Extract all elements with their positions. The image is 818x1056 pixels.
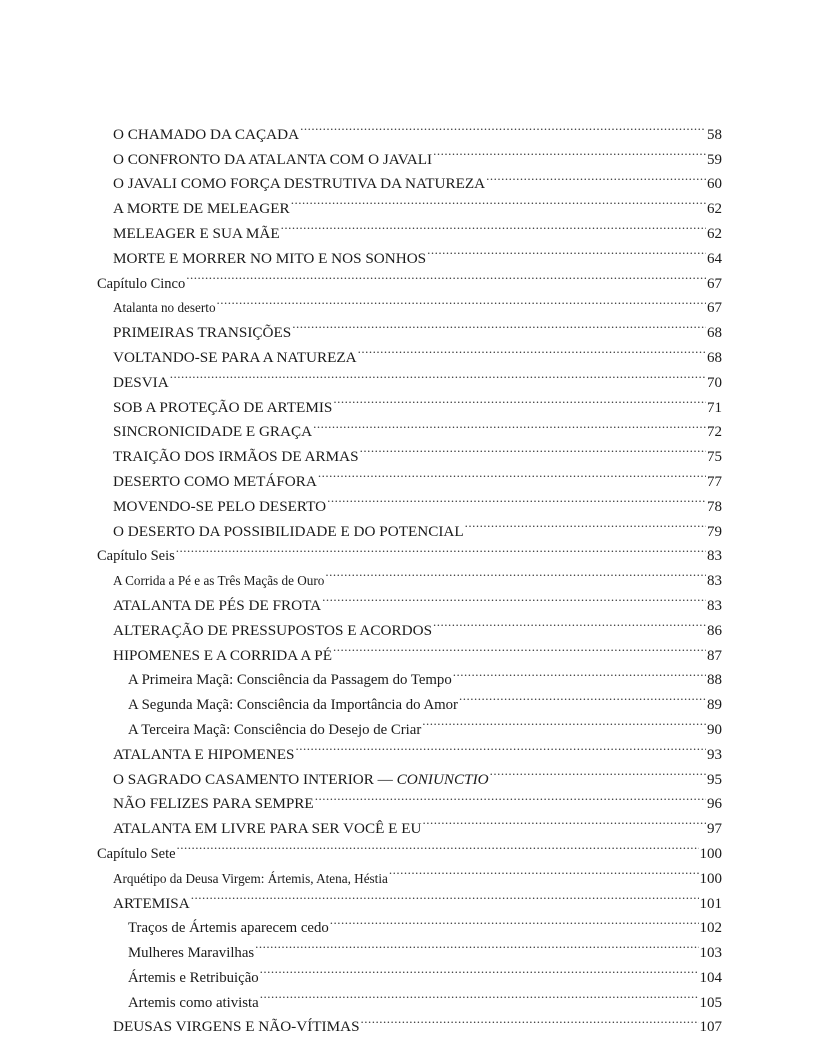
toc-entry-page-number: 103 — [699, 945, 722, 962]
toc-entry-title: VOLTANDO-SE PARA A NATUREZA — [113, 346, 357, 371]
toc-entry-title: ATALANTA EM LIVRE PARA SER VOCÊ E EU — [113, 817, 422, 842]
toc-entry-title: MORTE E MORRER NO MITO E NOS SONHOS — [113, 247, 426, 272]
toc-entry[interactable] — [0, 759, 722, 788]
dot-leader — [433, 610, 706, 635]
toc-entry-page-number: 104 — [699, 969, 722, 986]
toc-entry-page-number: 102 — [699, 920, 722, 937]
toc-entry-title: DESERTO COMO METÁFORA — [113, 470, 317, 495]
toc-entry-page-number: 83 — [707, 548, 722, 565]
toc-entry-page-number: 67 — [707, 275, 722, 292]
toc-entry[interactable] — [0, 610, 722, 639]
toc-entry-title: Artemis como ativista — [128, 991, 259, 1016]
toc-entry-page-number: 75 — [707, 449, 722, 466]
toc-entry[interactable] — [0, 164, 722, 193]
toc-entry-title: Atalanta no deserto — [113, 296, 216, 321]
toc-entry-page-number: 67 — [707, 300, 722, 317]
toc-entry-title: O CONFRONTO DA ATALANTA COM O JAVALI — [113, 148, 432, 173]
toc-entry[interactable] — [0, 585, 722, 614]
toc-entry[interactable] — [0, 387, 722, 416]
toc-entry[interactable] — [0, 784, 722, 813]
toc-entry-page-number: 72 — [707, 424, 722, 441]
dot-leader — [358, 337, 706, 362]
toc-entry[interactable] — [0, 883, 722, 912]
toc-entry-title: ATALANTA E HIPOMENES — [113, 743, 295, 768]
toc-entry-page-number: 105 — [699, 994, 722, 1011]
toc-entry-page-number: 86 — [707, 622, 722, 639]
toc-entry[interactable] — [0, 139, 722, 168]
dot-leader — [333, 387, 706, 412]
dot-leader — [318, 461, 706, 486]
toc-entry-page-number: 60 — [707, 176, 722, 193]
dot-leader — [177, 833, 699, 858]
toc-entry-page-number: 70 — [707, 374, 722, 391]
toc-entry[interactable] — [0, 461, 722, 490]
toc-entry-page-number: 95 — [707, 771, 722, 788]
dot-leader — [255, 932, 698, 957]
toc-entry[interactable] — [0, 263, 722, 292]
toc-entry[interactable] — [0, 188, 722, 218]
toc-entry-title: O SAGRADO CASAMENTO INTERIOR — CONIUNCTIO — [113, 768, 489, 793]
toc-entry-title: HIPOMENES E A CORRIDA A PÉ — [113, 644, 332, 669]
toc-entry[interactable] — [0, 982, 722, 1011]
toc-entry[interactable] — [0, 957, 722, 986]
toc-entry-title: O JAVALI COMO FORÇA DESTRUTIVA DA NATUREZA — [113, 172, 485, 197]
dot-leader — [330, 908, 699, 933]
dot-leader — [300, 114, 706, 139]
toc-entry-title: ATALANTA DE PÉS DE FROTA — [113, 594, 321, 619]
dot-leader — [422, 709, 706, 734]
toc-entry-title: ALTERAÇÃO DE PRESSUPOSTOS E ACORDOS — [113, 619, 432, 644]
dot-leader — [217, 288, 706, 313]
toc-entry-title: A Terceira Maçã: Consciência do Desejo de Criar — [128, 718, 421, 743]
toc-entry-page-number: 68 — [707, 349, 722, 366]
dot-leader — [325, 560, 706, 585]
toc-entry[interactable] — [0, 486, 722, 515]
toc-entry[interactable] — [0, 412, 722, 441]
toc-entry-title: PRIMEIRAS TRANSIÇÕES — [113, 321, 291, 346]
toc-entry-page-number: 100 — [699, 845, 722, 862]
toc-entry[interactable] — [0, 932, 722, 962]
toc-entry-title: NÃO FELIZES PARA SEMPRE — [113, 792, 314, 817]
toc-entry-page-number: 62 — [707, 201, 722, 218]
toc-entry-page-number: 78 — [707, 498, 722, 515]
toc-entry-page-number: 93 — [707, 746, 722, 763]
dot-leader — [191, 883, 699, 908]
toc-entry-page-number: 83 — [707, 597, 722, 614]
toc-entry[interactable] — [0, 536, 722, 565]
toc-entry[interactable] — [0, 684, 722, 714]
table-of-contents — [0, 114, 818, 1036]
toc-entry-title: TRAIÇÃO DOS IRMÃOS DE ARMAS — [113, 445, 359, 470]
dot-leader — [459, 684, 706, 709]
dot-leader — [360, 436, 706, 461]
toc-entry[interactable] — [0, 833, 722, 862]
toc-entry-page-number: 59 — [707, 151, 722, 168]
toc-entry-title: A Segunda Maçã: Consciência da Importância do Amor — [128, 693, 458, 718]
toc-entry-title: O DESERTO DA POSSIBILIDADE E DO POTENCIAL — [113, 520, 464, 545]
toc-entry-page-number: 97 — [707, 821, 722, 838]
toc-entry-page-number: 96 — [707, 796, 722, 813]
dot-leader — [260, 982, 699, 1007]
toc-entry-title: Capítulo Seis — [97, 544, 175, 569]
toc-entry-page-number: 58 — [707, 126, 722, 143]
dot-leader — [465, 511, 706, 536]
toc-entry-title: A Primeira Maçã: Consciência da Passagem do Tempo — [128, 668, 452, 693]
toc-entry-title: Ártemis e Retribuição — [128, 966, 259, 991]
toc-entry-title: ARTEMISA — [113, 892, 190, 917]
toc-entry-page-number: 100 — [699, 870, 722, 887]
toc-entry-title: SOB A PROTEÇÃO DE ARTEMIS — [113, 396, 332, 421]
dot-leader — [486, 164, 706, 189]
toc-entry-title: Capítulo Sete — [97, 842, 176, 867]
dot-leader — [281, 213, 706, 238]
toc-entry-title: SINCRONICIDADE E GRAÇA — [113, 420, 312, 445]
toc-entry-page-number: 68 — [707, 325, 722, 342]
toc-entry-page-number: 77 — [707, 473, 722, 490]
toc-entry[interactable] — [0, 660, 722, 689]
toc-entry-title: A MORTE DE MELEAGER — [113, 197, 290, 222]
toc-entry[interactable] — [0, 288, 722, 317]
dot-leader — [260, 957, 699, 982]
toc-entry-title: Capítulo Cinco — [97, 272, 185, 297]
dot-leader — [427, 238, 706, 263]
dot-leader — [423, 808, 706, 833]
toc-entry-page-number: 71 — [707, 399, 722, 416]
toc-entry-page-number: 89 — [707, 697, 722, 714]
toc-entry[interactable] — [0, 312, 722, 342]
dot-leader — [291, 188, 706, 213]
toc-entry-page-number: 90 — [707, 721, 722, 738]
toc-entry[interactable] — [0, 709, 722, 738]
toc-entry-page-number: 83 — [707, 573, 722, 590]
toc-entry-page-number: 107 — [699, 1019, 722, 1036]
toc-entry-title: Arquétipo da Deusa Virgem: Ártemis, Atena, Héstia — [113, 867, 388, 892]
dot-leader — [315, 784, 706, 809]
dot-leader — [296, 734, 707, 759]
toc-entry-title: MELEAGER E SUA MÃE — [113, 222, 280, 247]
toc-entry[interactable] — [0, 908, 722, 937]
dot-leader — [490, 759, 706, 784]
toc-entry-title: Mulheres Maravilhas — [128, 941, 254, 966]
dot-leader — [170, 362, 706, 387]
dot-leader — [186, 263, 706, 288]
toc-entry[interactable] — [0, 337, 722, 366]
toc-entry[interactable] — [0, 560, 722, 590]
toc-entry-page-number: 88 — [707, 672, 722, 689]
toc-entry-page-number: 101 — [699, 895, 722, 912]
dot-leader — [361, 1007, 699, 1032]
dot-leader — [292, 312, 706, 337]
toc-entry-title: O CHAMADO DA CAÇADA — [113, 123, 299, 148]
toc-entry[interactable] — [0, 858, 722, 887]
dot-leader — [433, 139, 706, 164]
toc-entry[interactable] — [0, 635, 722, 664]
toc-entry[interactable] — [0, 808, 722, 838]
dot-leader — [176, 536, 706, 561]
toc-entry[interactable] — [0, 511, 722, 540]
toc-entry-title: Traços de Ártemis aparecem cedo — [128, 916, 329, 941]
toc-entry-page-number: 62 — [707, 225, 722, 242]
dot-leader — [453, 660, 706, 685]
toc-entry[interactable] — [0, 238, 722, 267]
dot-leader — [333, 635, 706, 660]
toc-entry-page-number: 87 — [707, 647, 722, 664]
toc-entry-page-number: 64 — [707, 250, 722, 267]
toc-entry[interactable] — [0, 436, 722, 466]
toc-entry-title: A Corrida a Pé e as Três Maçãs de Ouro — [113, 569, 324, 594]
toc-entry-page-number: 79 — [707, 523, 722, 540]
dot-leader — [327, 486, 706, 511]
toc-entry[interactable] — [0, 114, 722, 143]
toc-entry-title: DEUSAS VIRGENS E NÃO-VÍTIMAS — [113, 1015, 360, 1040]
toc-entry[interactable] — [0, 734, 722, 763]
toc-entry[interactable] — [0, 1007, 722, 1036]
dot-leader — [322, 585, 706, 610]
toc-entry-title: MOVENDO-SE PELO DESERTO — [113, 495, 326, 520]
toc-entry[interactable] — [0, 213, 722, 242]
toc-entry-title: DESVIA — [113, 371, 169, 396]
dot-leader — [389, 858, 699, 883]
toc-entry[interactable] — [0, 362, 722, 391]
dot-leader — [313, 412, 706, 437]
